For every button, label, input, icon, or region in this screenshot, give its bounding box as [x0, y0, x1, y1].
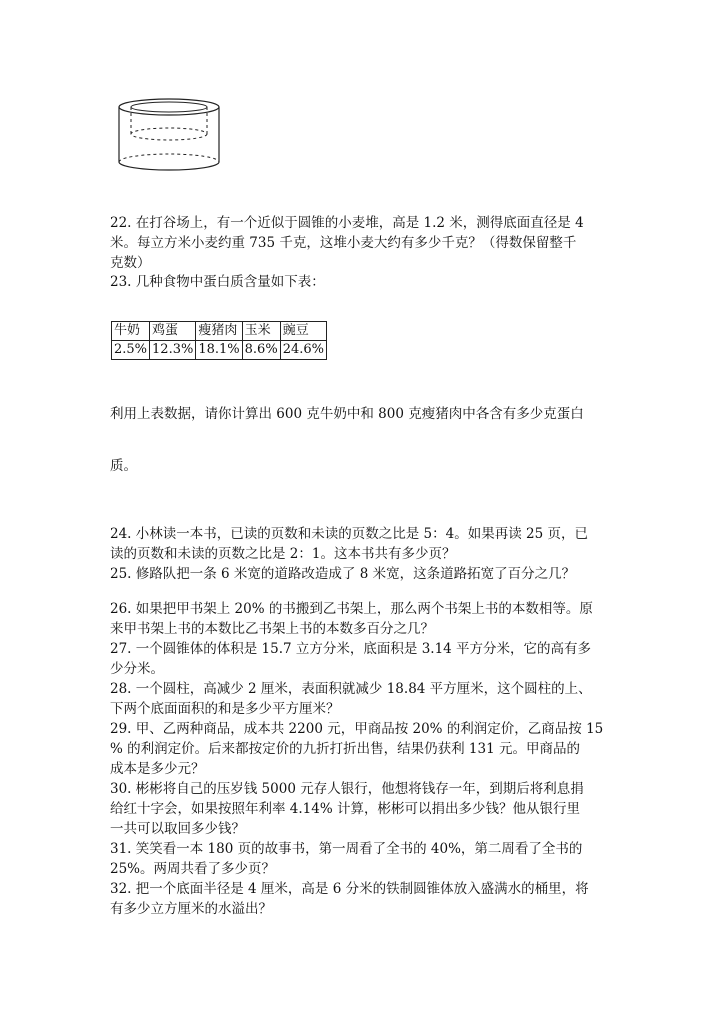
problem-30-line-3: 一共可以取回多少钱？ [110, 821, 245, 837]
problem-29-line-3: 成本是多少元？ [110, 761, 205, 777]
problem-23 [110, 272, 610, 292]
inner-top-ellipse [131, 102, 207, 112]
problem-28-line-2: 下两个底面面积的和是多少平方厘米？ [110, 701, 340, 717]
cylinder-bottom-front [119, 162, 219, 170]
problem-27-line-2: 少分米。 [110, 661, 164, 677]
problem-26-line-1: 26. 如果把甲书架上 20% 的书搬到乙书架上，那么两个书架上书的本数相等。原 [110, 601, 593, 617]
problem-22-line-1: 22. 在打谷场上，有一个近似于圆锥的小麦堆，高是 1.2 米，测得底面直径是 4 [110, 215, 584, 231]
table-header-cell: 鸡蛋 [150, 322, 196, 341]
problem-27-line-1: 27. 一个圆锥体的体积是 15.7 立方分米，底面积是 3.14 平方分米，它的高有多 [110, 641, 592, 657]
problem-23-question-text-1: 利用上表数据，请你计算出 600 克牛奶中和 800 克瘦猪肉中各含有多少克蛋白 [110, 406, 584, 422]
table-header-cell: 玉米 [242, 322, 280, 341]
problem-31-line-2: 25%。两周共看了多少页？ [110, 861, 276, 877]
inner-bottom-ellipse [131, 128, 207, 140]
table-header-cell: 瘦猪肉 [196, 322, 242, 341]
problem-31-line-1: 31. 笑笑看一本 180 页的故事书，第一周看了全书的 40%，第二周看了全书的 [110, 841, 583, 857]
cylinder-drawing [112, 94, 232, 176]
problem-22-line-2: 米。每立方米小麦约重 735 千克，这堆小麦大约有多少千克？（得数保留整千 [110, 235, 577, 251]
protein-table-value-row [112, 341, 327, 360]
table-value-cell: 24.6% [280, 341, 326, 360]
problems-24-25 [110, 524, 610, 584]
table-value-cell: 12.3% [150, 341, 196, 360]
problem-23-question-text-2: 质。 [110, 458, 137, 474]
problem-29-line-1: 29. 甲、乙两种商品，成本共 2200 元，甲商品按 20% 的利润定价，乙商品按 15 [110, 721, 604, 737]
problem-29-line-2: % 的利润定价。后来都按定价的九折打折出售，结果仍获利 131 元。甲商品的 [110, 741, 580, 757]
table-header-cell: 豌豆 [280, 322, 326, 341]
protein-table [111, 321, 327, 360]
table-header-cell: 牛奶 [112, 322, 150, 341]
cylinder-top-ellipse [119, 99, 219, 115]
protein-table-header-row [112, 322, 327, 341]
table-value-cell: 18.1% [196, 341, 242, 360]
problem-22 [110, 213, 610, 273]
table-value-cell: 8.6% [242, 341, 280, 360]
cylinder-figure [112, 94, 232, 176]
problem-24-line-2: 读的页数和未读的页数之比是 2：1。这本书共有多少页？ [110, 546, 456, 562]
problem-24-line-1: 24. 小林读一本书，已读的页数和未读的页数之比是 5：4。如果再读 25 页，已 [110, 526, 588, 542]
problem-32-line-1: 32. 把一个底面半径是 4 厘米，高是 6 分米的铁制圆锥体放入盛满水的桶里，将 [110, 881, 589, 897]
problem-26-line-2: 来甲书架上书的本数比乙书架上书的本数多百分之几？ [110, 621, 434, 637]
problem-32-line-2: 有多少立方厘米的水溢出？ [110, 901, 272, 917]
problem-28-line-1: 28. 一个圆柱，高减少 2 厘米，表面积就减少 18.84 平方厘米，这个圆柱的上、 [110, 681, 592, 697]
problem-22-line-3: 克数） [110, 255, 151, 271]
problem-23-line-1: 23. 几种食物中蛋白质含量如下表： [110, 274, 325, 290]
problem-23-question-line-1 [110, 404, 610, 424]
problems-26-32 [110, 599, 610, 919]
problem-30-line-1: 30. 彬彬将自己的压岁钱 5000 元存人银行，他想将钱存一年，到期后将利息捐 [110, 781, 584, 797]
problem-25-line-1: 25. 修路队把一条 6 米宽的道路改造成了 8 米宽，这条道路拓宽了百分之几？ [110, 566, 576, 582]
table-value-cell: 2.5% [112, 341, 150, 360]
problem-23-question-line-2 [110, 456, 610, 476]
problem-30-line-2: 给红十字会，如果按照年利率 4.14% 计算，彬彬可以捐出多少钱？他从银行里 [110, 801, 580, 817]
cylinder-bottom-back [119, 154, 219, 162]
